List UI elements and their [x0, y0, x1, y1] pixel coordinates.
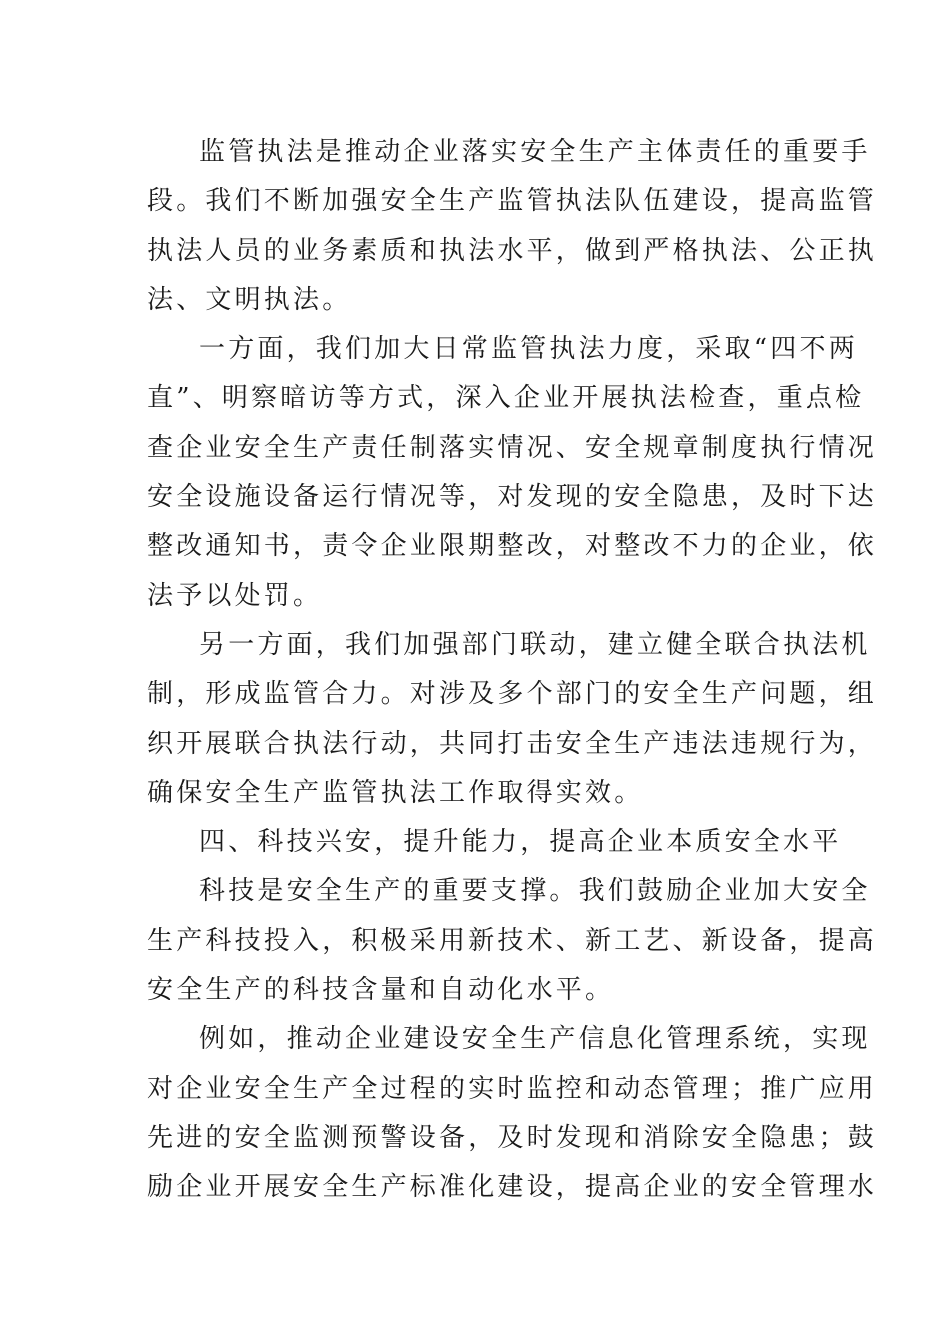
text-line: 织开展联合执法行动，共同打击安全生产违法违规行为，: [147, 728, 878, 759]
document-body: [147, 128, 878, 1213]
text-line: 先进的安全监测预警设备，及时发现和消除安全隐患；鼓: [147, 1122, 878, 1153]
text-line: 励企业开展安全生产标准化建设，提高企业的安全管理水: [147, 1172, 878, 1203]
text-line: 直”、明察暗访等方式，深入企业开展执法检查，重点检: [147, 383, 865, 414]
text-line: 制，形成监管合力。对涉及多个部门的安全生产问题，组: [147, 679, 878, 710]
text-line: 安全生产的科技含量和自动化水平。: [147, 975, 615, 1006]
text-line: 段。我们不断加强安全生产监管执法队伍建设，提高监管: [147, 186, 878, 217]
text-line: 一方面，我们加大日常监管执法力度，采取“四不两: [199, 334, 858, 365]
section-heading: 四、科技兴安，提升能力，提高企业本质安全水平: [199, 827, 842, 858]
text-line: 生产科技投入，积极采用新技术、新工艺、新设备，提高: [147, 925, 878, 956]
text-line: 确保安全生产监管执法工作取得实效。: [147, 777, 644, 808]
text-line: 查企业安全生产责任制落实情况、安全规章制度执行情况: [147, 432, 878, 463]
text-line: 例如，推动企业建设安全生产信息化管理系统，实现: [199, 1024, 871, 1055]
text-line: 执法人员的业务素质和执法水平，做到严格执法、公正执: [147, 235, 878, 266]
text-line: 法、文明执法。: [147, 284, 352, 315]
text-line: 对企业安全生产全过程的实时监控和动态管理；推广应用: [147, 1073, 878, 1104]
text-line: 整改通知书，责令企业限期整改，对整改不力的企业，依: [147, 531, 878, 562]
text-line: 科技是安全生产的重要支撑。我们鼓励企业加大安全: [199, 876, 871, 907]
text-line: 监管执法是推动企业落实安全生产主体责任的重要手: [199, 137, 871, 167]
text-line: 法予以处罚。: [147, 580, 323, 611]
text-line: 另一方面，我们加强部门联动，建立健全联合执法机: [199, 629, 871, 660]
text-line: 安全设施设备运行情况等，对发现的安全隐患，及时下达: [147, 482, 878, 513]
